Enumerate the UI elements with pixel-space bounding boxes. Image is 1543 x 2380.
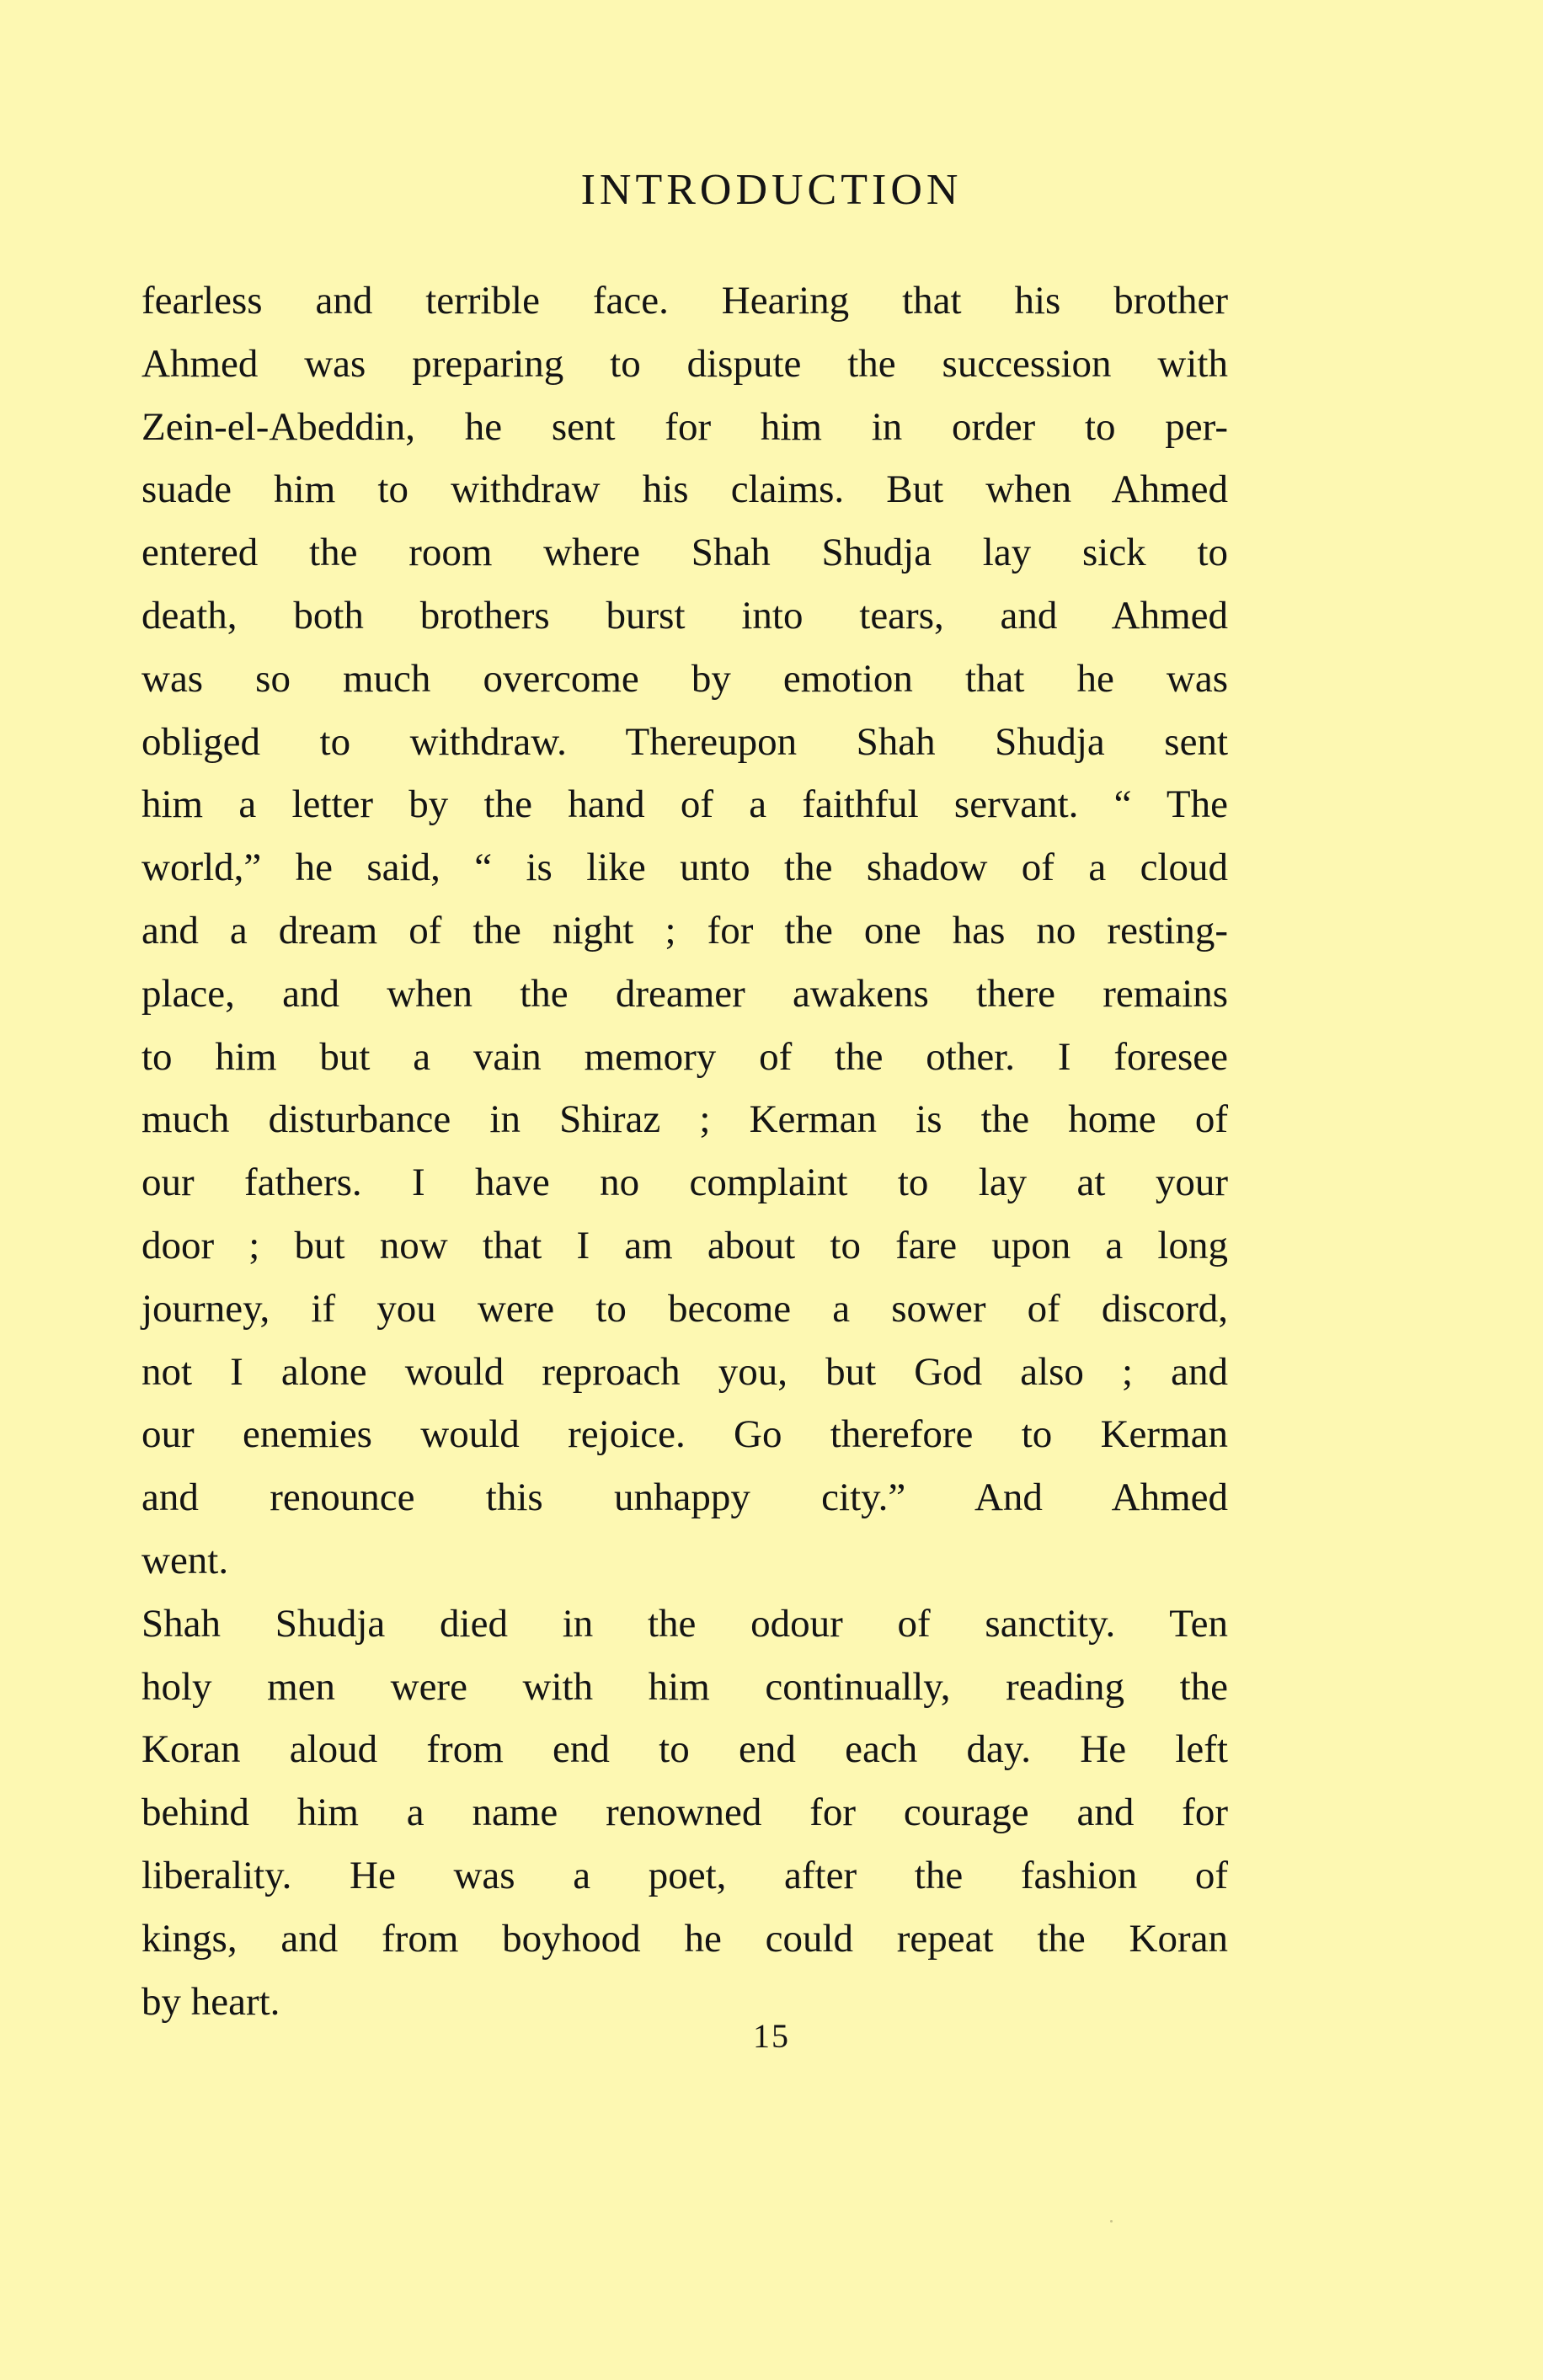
text-line: journey, if you were to become a sower of discord, — [141, 1286, 1228, 1331]
text-line: much disturbance in Shiraz ; Kerman is the home of — [141, 1097, 1228, 1142]
text-line: him a letter by the hand of a faithful servant. “ The — [141, 782, 1228, 827]
paper-speck — [1110, 2220, 1113, 2223]
paragraph — [141, 1593, 1228, 2034]
text-line: Zein-el-Abeddin, he sent for him in order to per- — [141, 404, 1228, 449]
text-line: death, both brothers burst into tears, and Ahmed — [141, 593, 1228, 638]
text-line: holy men were with him continually, reading the — [141, 1664, 1228, 1709]
text-line: to him but a vain memory of the other. I foresee — [141, 1034, 1228, 1079]
text-line: world,” he said, “ is like unto the shadow of a cloud — [141, 846, 1228, 890]
text-line: entered the room where Shah Shudja lay sick to — [141, 531, 1228, 575]
paragraph — [141, 269, 1228, 1593]
text-line: our enemies would rejoice. Go therefore to Kerman — [141, 1412, 1228, 1457]
text-line: by heart. — [141, 1979, 280, 2024]
text-line: suade him to withdraw his claims. But when Ahmed — [141, 467, 1228, 512]
text-line: behind him a name renowned for courage and for — [141, 1790, 1228, 1835]
text-line: was so much overcome by emotion that he was — [141, 656, 1228, 701]
body-text — [141, 269, 1228, 2033]
text-line: fearless and terrible face. Hearing that his brother — [141, 279, 1228, 323]
text-line: not I alone would reproach you, but God also ; and — [141, 1349, 1228, 1394]
text-line: went. — [141, 1538, 229, 1582]
text-line: and renounce this unhappy city.” And Ahmed — [141, 1475, 1228, 1520]
text-line: our fathers. I have no complaint to lay at your — [141, 1161, 1228, 1205]
text-line: liberality. He was a poet, after the fashion of — [141, 1853, 1228, 1897]
text-line: door ; but now that I am about to fare upon a long — [141, 1223, 1228, 1267]
text-line: Koran aloud from end to end each day. He left — [141, 1727, 1228, 1772]
text-line: and a dream of the night ; for the one has no resting- — [141, 908, 1228, 953]
text-line: Shah Shudja died in the odour of sanctity. Ten — [141, 1601, 1228, 1646]
text-line: Ahmed was preparing to dispute the succession with — [141, 341, 1228, 386]
text-line: obliged to withdraw. Thereupon Shah Shudja sent — [141, 719, 1228, 764]
text-line: kings, and from boyhood he could repeat the Koran — [141, 1916, 1228, 1961]
page-number: 15 — [753, 2017, 790, 2055]
running-head: INTRODUCTION — [580, 166, 963, 214]
text-line: place, and when the dreamer awakens there remains — [141, 971, 1228, 1016]
